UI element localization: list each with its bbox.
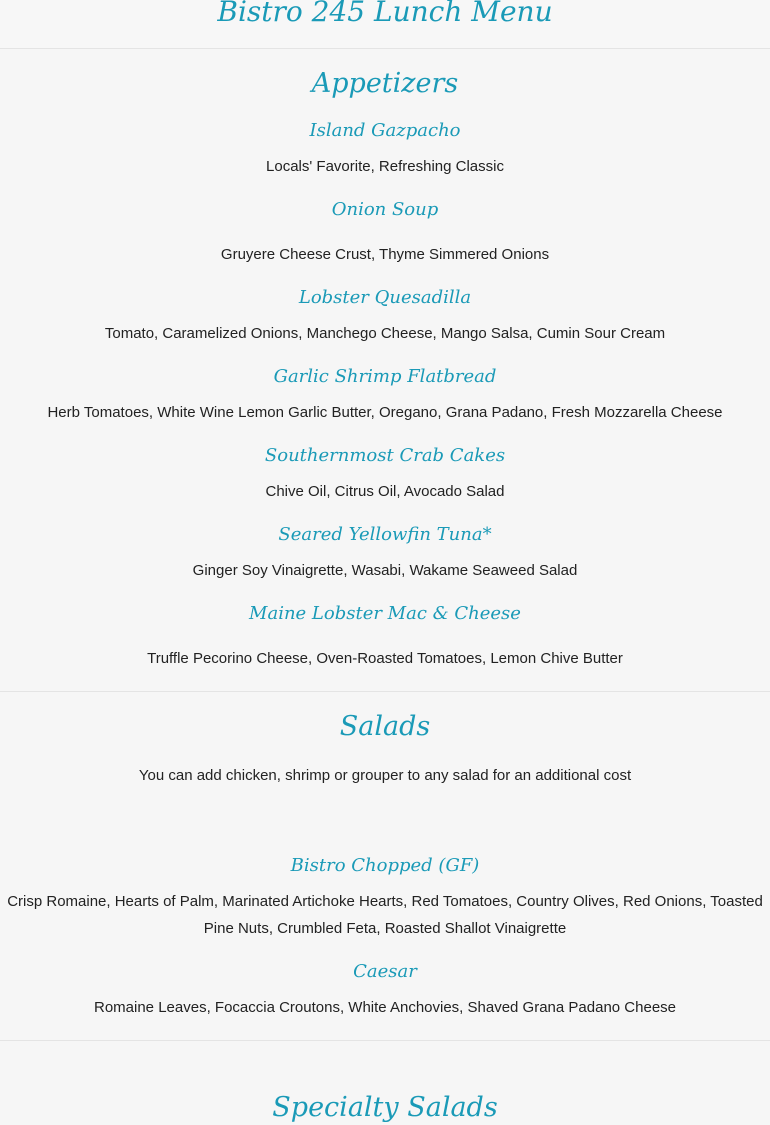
specialty-salads-title: Specialty Salads [272,1092,498,1123]
menu-item-name: Caesar [353,961,417,982]
menu-item-name: Bistro Chopped (GF) [290,855,480,876]
menu-item-description: Crisp Romaine, Hearts of Palm, Marinated Artichoke Hearts, Red Tomatoes, Country Olives, Red Onions, Toasted Pine Nuts, Crumbled Feta, Roasted Shallot Vinaigrette [7,893,763,937]
menu-item-description: Gruyere Cheese Crust, Thyme Simmered Onions [220,246,550,263]
menu-item-description: Romaine Leaves, Focaccia Croutons, White Anchovies, Shaved Grana Padano Cheese [94,999,676,1016]
menu-item-description: Herb Tomatoes, White Wine Lemon Garlic Butter, Oregano, Grana Padano, Fresh Mozzarella Cheese [47,404,723,421]
menu-item-name: Island Gazpacho [309,120,461,141]
menu-item-name: Lobster Quesadilla [298,287,472,308]
menu-item-description: Truffle Pecorino Cheese, Oven-Roasted Tomatoes, Lemon Chive Butter [147,650,623,667]
salads-title: Salads [339,711,431,742]
salads-note: You can add chicken, shrimp or grouper to any salad for an additional cost [138,767,632,784]
menu-item-description: Ginger Soy Vinaigrette, Wasabi, Wakame Seaweed Salad [192,562,578,579]
menu-item-name: Onion Soup [331,199,439,220]
menu-item-name: Maine Lobster Mac & Cheese [249,603,521,624]
page-header [0,0,770,49]
section-divider [0,691,770,692]
menu-item-name: Southernmost Crab Cakes [264,445,506,466]
menu-item-description: Locals' Favorite, Refreshing Classic [266,158,504,175]
menu-item-name: Garlic Shrimp Flatbread [273,366,497,387]
menu-item-description: Chive Oil, Citrus Oil, Avocado Salad [265,483,505,500]
menu-item-name: Seared Yellowfin Tuna* [278,524,492,545]
page-title: Bistro 245 Lunch Menu [217,0,553,28]
menu-item-description: Tomato, Caramelized Onions, Manchego Cheese, Mango Salsa, Cumin Sour Cream [104,325,666,342]
section-divider [0,1040,770,1041]
appetizers-title: Appetizers [311,68,459,99]
